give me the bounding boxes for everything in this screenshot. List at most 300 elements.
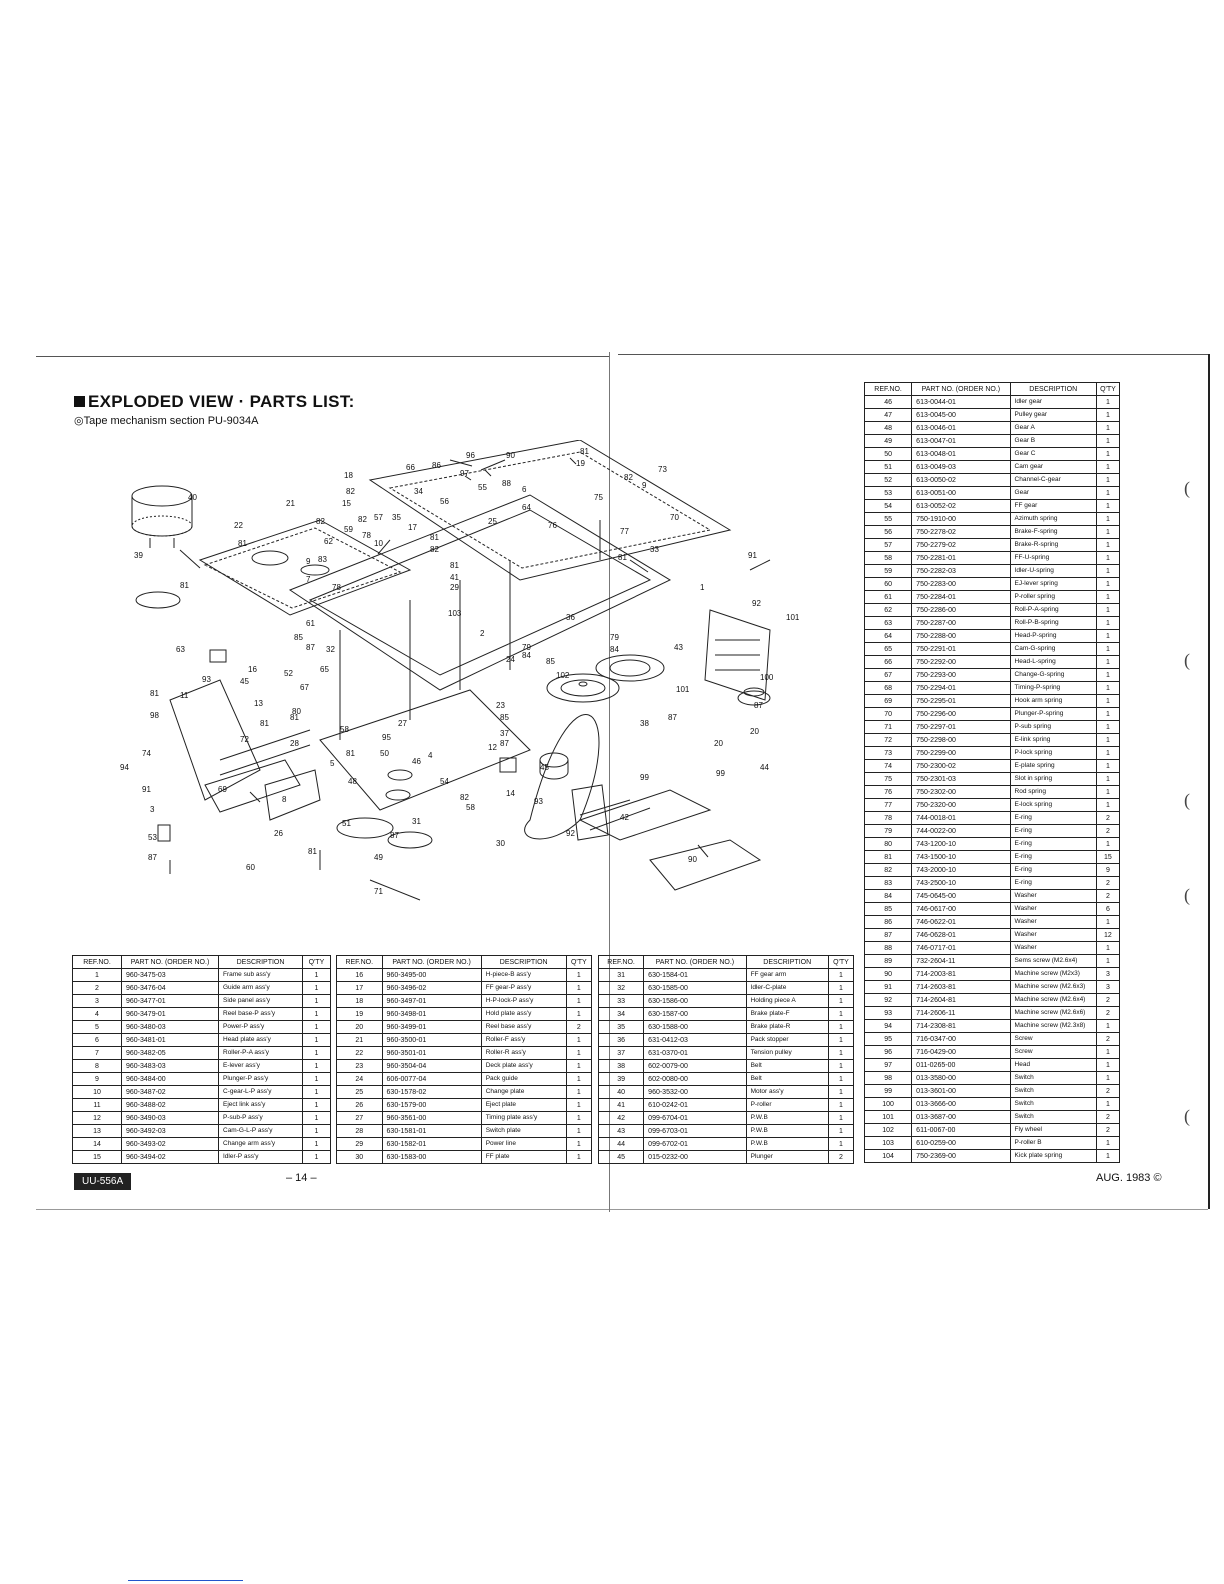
ref-cell: 82 xyxy=(865,864,912,877)
ref-cell: 7 xyxy=(73,1047,122,1060)
qty-cell: 1 xyxy=(828,1008,853,1021)
ref-cell: 78 xyxy=(865,812,912,825)
part-no-cell: 630-1584-01 xyxy=(644,969,746,982)
svg-text:67: 67 xyxy=(300,683,309,692)
qty-cell: 1 xyxy=(1096,799,1119,812)
description-cell: Plunger-P-spring xyxy=(1010,708,1096,721)
ref-cell: 93 xyxy=(865,1007,912,1020)
ref-cell: 33 xyxy=(599,995,644,1008)
ref-cell: 100 xyxy=(865,1098,912,1111)
table-row xyxy=(865,773,1120,786)
qty-cell: 1 xyxy=(1096,708,1119,721)
ref-cell: 71 xyxy=(865,721,912,734)
qty-cell: 1 xyxy=(828,1021,853,1034)
column-header-description: DESCRIPTION xyxy=(1010,383,1096,396)
description-cell: Belt xyxy=(746,1060,828,1073)
svg-text:6: 6 xyxy=(522,485,527,494)
svg-text:81: 81 xyxy=(290,713,299,722)
part-no-cell: 750-2294-01 xyxy=(912,682,1010,695)
description-cell: Motor ass'y xyxy=(746,1086,828,1099)
ref-cell: 35 xyxy=(599,1021,644,1034)
description-cell: Idler-C-plate xyxy=(746,982,828,995)
description-cell: Brake plate-R xyxy=(746,1021,828,1034)
part-no-cell: 750-2296-00 xyxy=(912,708,1010,721)
qty-cell: 2 xyxy=(828,1151,853,1164)
ref-cell: 29 xyxy=(337,1138,383,1151)
table-row xyxy=(865,526,1120,539)
svg-text:92: 92 xyxy=(566,829,575,838)
svg-text:74: 74 xyxy=(142,749,151,758)
svg-text:91: 91 xyxy=(142,785,151,794)
part-no-cell: 960-3495-00 xyxy=(382,969,481,982)
ref-cell: 4 xyxy=(73,1008,122,1021)
table-row xyxy=(865,643,1120,656)
svg-text:85: 85 xyxy=(294,633,303,642)
description-cell: E-ring xyxy=(1010,864,1096,877)
table-row xyxy=(865,1150,1120,1163)
table-row xyxy=(599,1138,854,1151)
description-cell: FF gear xyxy=(1010,500,1096,513)
qty-cell: 1 xyxy=(828,1125,853,1138)
description-cell: Cam-G-L-P ass'y xyxy=(219,1125,303,1138)
svg-text:2: 2 xyxy=(480,629,485,638)
qty-cell: 12 xyxy=(1096,929,1119,942)
part-no-cell: 960-3532-00 xyxy=(644,1086,746,1099)
part-no-cell: 960-3501-01 xyxy=(382,1047,481,1060)
binding-mark: ( xyxy=(1184,885,1190,905)
part-no-cell: 602-0080-00 xyxy=(644,1073,746,1086)
table-row xyxy=(865,565,1120,578)
ref-cell: 72 xyxy=(865,734,912,747)
svg-text:40: 40 xyxy=(188,493,197,502)
table-row xyxy=(865,838,1120,851)
part-no-cell: 746-0628-01 xyxy=(912,929,1010,942)
svg-text:37: 37 xyxy=(500,729,509,738)
description-cell: Head-P-spring xyxy=(1010,630,1096,643)
ref-cell: 53 xyxy=(865,487,912,500)
description-cell: Washer xyxy=(1010,942,1096,955)
qty-cell: 3 xyxy=(1096,981,1119,994)
table-row xyxy=(865,695,1120,708)
table-row xyxy=(599,1125,854,1138)
qty-cell: 1 xyxy=(566,1034,591,1047)
part-no-cell: 750-2279-02 xyxy=(912,539,1010,552)
qty-cell: 2 xyxy=(566,1021,591,1034)
qty-cell: 1 xyxy=(1096,1137,1119,1150)
svg-text:99: 99 xyxy=(640,773,649,782)
qty-cell: 1 xyxy=(303,1073,331,1086)
svg-text:42: 42 xyxy=(620,813,629,822)
part-no-cell: 746-0617-00 xyxy=(912,903,1010,916)
ref-cell: 91 xyxy=(865,981,912,994)
svg-text:96: 96 xyxy=(466,451,475,460)
svg-text:28: 28 xyxy=(290,739,299,748)
description-cell: FF plate xyxy=(481,1151,566,1164)
ref-cell: 51 xyxy=(865,461,912,474)
part-no-cell: 960-3484-00 xyxy=(122,1073,219,1086)
ref-cell: 25 xyxy=(337,1086,383,1099)
qty-cell: 1 xyxy=(1096,721,1119,734)
description-cell: E-ring xyxy=(1010,877,1096,890)
description-cell: Switch xyxy=(1010,1111,1096,1124)
svg-text:103: 103 xyxy=(448,609,462,618)
table-row xyxy=(865,448,1120,461)
table-row xyxy=(337,1151,592,1164)
part-no-cell: 750-2295-01 xyxy=(912,695,1010,708)
description-cell: H-piece-B ass'y xyxy=(481,969,566,982)
svg-text:36: 36 xyxy=(566,613,575,622)
svg-text:78: 78 xyxy=(332,583,341,592)
description-cell: Washer xyxy=(1010,903,1096,916)
section-subtitle: ◎Tape mechanism section PU-9034A xyxy=(74,415,259,427)
description-cell: Switch xyxy=(1010,1085,1096,1098)
ref-cell: 59 xyxy=(865,565,912,578)
parts-table-4 xyxy=(864,382,1120,1163)
table-row xyxy=(865,669,1120,682)
description-cell: Screw xyxy=(1010,1046,1096,1059)
part-no-cell: 960-3490-03 xyxy=(122,1112,219,1125)
table-row xyxy=(865,409,1120,422)
ref-cell: 42 xyxy=(599,1112,644,1125)
qty-cell: 2 xyxy=(1096,1111,1119,1124)
description-cell: Slot in spring xyxy=(1010,773,1096,786)
ref-cell: 8 xyxy=(73,1060,122,1073)
table-row xyxy=(73,1125,331,1138)
description-cell: FF gear-P ass'y xyxy=(481,982,566,995)
qty-cell: 1 xyxy=(1096,682,1119,695)
qty-cell: 6 xyxy=(1096,903,1119,916)
model-badge: UU-556A xyxy=(74,1173,131,1190)
svg-text:79: 79 xyxy=(610,633,619,642)
ref-cell: 73 xyxy=(865,747,912,760)
part-no-cell: 630-1587-00 xyxy=(644,1008,746,1021)
table-row xyxy=(865,799,1120,812)
part-no-cell: 750-2291-01 xyxy=(912,643,1010,656)
qty-cell: 1 xyxy=(1096,916,1119,929)
table-row xyxy=(865,500,1120,513)
svg-text:71: 71 xyxy=(374,887,383,896)
qty-cell: 1 xyxy=(828,982,853,995)
part-no-cell: 630-1585-00 xyxy=(644,982,746,995)
qty-cell: 1 xyxy=(1096,1020,1119,1033)
svg-text:97: 97 xyxy=(460,469,469,478)
ref-cell: 44 xyxy=(599,1138,644,1151)
table-row xyxy=(865,422,1120,435)
svg-text:15: 15 xyxy=(342,499,351,508)
svg-text:27: 27 xyxy=(398,719,407,728)
description-cell: P-roller B xyxy=(1010,1137,1096,1150)
qty-cell: 2 xyxy=(1096,1033,1119,1046)
qty-cell: 2 xyxy=(1096,877,1119,890)
ref-cell: 68 xyxy=(865,682,912,695)
description-cell: Idler-U-spring xyxy=(1010,565,1096,578)
svg-text:24: 24 xyxy=(506,655,515,664)
ref-cell: 13 xyxy=(73,1125,122,1138)
description-cell: Sems screw (M2.6x4) xyxy=(1010,955,1096,968)
part-no-cell: 960-3477-01 xyxy=(122,995,219,1008)
qty-cell: 1 xyxy=(1096,435,1119,448)
ref-cell: 9 xyxy=(73,1073,122,1086)
description-cell: Brake-R-spring xyxy=(1010,539,1096,552)
svg-text:76: 76 xyxy=(548,521,557,530)
svg-text:30: 30 xyxy=(496,839,505,848)
svg-text:81: 81 xyxy=(618,553,627,562)
table-row xyxy=(73,1047,331,1060)
description-cell: Switch xyxy=(1010,1098,1096,1111)
description-cell: P-roller spring xyxy=(1010,591,1096,604)
ref-cell: 75 xyxy=(865,773,912,786)
ref-cell: 60 xyxy=(865,578,912,591)
svg-text:35: 35 xyxy=(392,513,401,522)
qty-cell: 2 xyxy=(1096,1007,1119,1020)
ref-cell: 86 xyxy=(865,916,912,929)
qty-cell: 1 xyxy=(1096,552,1119,565)
ref-cell: 55 xyxy=(865,513,912,526)
part-no-cell: 613-0048-01 xyxy=(912,448,1010,461)
table-row xyxy=(865,890,1120,903)
part-no-cell: 732-2604-11 xyxy=(912,955,1010,968)
ref-cell: 27 xyxy=(337,1112,383,1125)
description-cell: Machine screw (M2.6x4) xyxy=(1010,994,1096,1007)
table-row xyxy=(337,1008,592,1021)
qty-cell: 1 xyxy=(1096,773,1119,786)
column-header-ref: REF.NO. xyxy=(337,956,383,969)
part-no-cell: 630-1588-00 xyxy=(644,1021,746,1034)
table-row xyxy=(865,682,1120,695)
part-no-cell: 613-0044-01 xyxy=(912,396,1010,409)
part-no-cell: 960-3476-04 xyxy=(122,982,219,995)
qty-cell: 1 xyxy=(828,1086,853,1099)
description-cell: P-sub spring xyxy=(1010,721,1096,734)
table-row xyxy=(865,994,1120,1007)
description-cell: Gear A xyxy=(1010,422,1096,435)
svg-text:19: 19 xyxy=(576,459,585,468)
description-cell: E-ring xyxy=(1010,825,1096,838)
table-row xyxy=(337,969,592,982)
description-cell: FF-U-spring xyxy=(1010,552,1096,565)
svg-text:9: 9 xyxy=(642,481,647,490)
binding-mark: ( xyxy=(1184,478,1190,498)
ref-cell: 96 xyxy=(865,1046,912,1059)
part-no-cell: 960-3492-03 xyxy=(122,1125,219,1138)
svg-text:65: 65 xyxy=(320,665,329,674)
description-cell: E-ring xyxy=(1010,838,1096,851)
svg-text:43: 43 xyxy=(674,643,683,652)
table-row xyxy=(865,591,1120,604)
table-row xyxy=(865,1007,1120,1020)
svg-text:16: 16 xyxy=(248,665,257,674)
ref-cell: 31 xyxy=(599,969,644,982)
description-cell: Brake-F-spring xyxy=(1010,526,1096,539)
table-row xyxy=(337,982,592,995)
ref-cell: 89 xyxy=(865,955,912,968)
qty-cell: 1 xyxy=(1096,734,1119,747)
svg-text:57: 57 xyxy=(374,513,383,522)
qty-cell: 1 xyxy=(303,1008,331,1021)
svg-text:91: 91 xyxy=(748,551,757,560)
qty-cell: 1 xyxy=(1096,500,1119,513)
svg-text:77: 77 xyxy=(620,527,629,536)
qty-cell: 1 xyxy=(303,969,331,982)
table-row xyxy=(865,981,1120,994)
parts-table-1 xyxy=(72,955,331,1164)
description-cell: Kick plate spring xyxy=(1010,1150,1096,1163)
table-row xyxy=(73,995,331,1008)
part-no-cell: 960-3480-03 xyxy=(122,1021,219,1034)
table-row xyxy=(865,656,1120,669)
part-no-cell: 743-2500-10 xyxy=(912,877,1010,890)
qty-cell: 15 xyxy=(1096,851,1119,864)
ref-cell: 58 xyxy=(865,552,912,565)
exploded-view-diagram xyxy=(110,440,800,950)
description-cell: Gear B xyxy=(1010,435,1096,448)
table-row xyxy=(865,435,1120,448)
description-cell: E-lock spring xyxy=(1010,799,1096,812)
table-row xyxy=(865,487,1120,500)
column-header-description: DESCRIPTION xyxy=(746,956,828,969)
description-cell: Change arm ass'y xyxy=(219,1138,303,1151)
ref-cell: 69 xyxy=(865,695,912,708)
ref-cell: 34 xyxy=(599,1008,644,1021)
ref-cell: 83 xyxy=(865,877,912,890)
part-no-cell: 630-1579-00 xyxy=(382,1099,481,1112)
table-row xyxy=(73,1073,331,1086)
part-no-cell: 960-3488-02 xyxy=(122,1099,219,1112)
qty-cell: 1 xyxy=(303,1060,331,1073)
svg-text:33: 33 xyxy=(650,545,659,554)
table-row xyxy=(73,982,331,995)
description-cell: Power-P ass'y xyxy=(219,1021,303,1034)
table-header-row xyxy=(73,956,331,969)
qty-cell: 1 xyxy=(566,982,591,995)
part-no-cell: 743-2000-10 xyxy=(912,864,1010,877)
table-row xyxy=(337,1060,592,1073)
table-row xyxy=(337,1086,592,1099)
qty-cell: 1 xyxy=(828,1034,853,1047)
ref-cell: 50 xyxy=(865,448,912,461)
svg-text:82: 82 xyxy=(346,487,355,496)
svg-text:61: 61 xyxy=(306,619,315,628)
part-no-cell: 960-3475-03 xyxy=(122,969,219,982)
qty-cell: 1 xyxy=(303,1021,331,1034)
ref-cell: 36 xyxy=(599,1034,644,1047)
ref-cell: 99 xyxy=(865,1085,912,1098)
qty-cell: 1 xyxy=(828,1138,853,1151)
part-no-cell: 610-0259-00 xyxy=(912,1137,1010,1150)
part-no-cell: 750-2297-01 xyxy=(912,721,1010,734)
column-header-ref: REF.NO. xyxy=(599,956,644,969)
part-no-cell: 743-1500-10 xyxy=(912,851,1010,864)
description-cell: Brake plate-F xyxy=(746,1008,828,1021)
svg-text:87: 87 xyxy=(668,713,677,722)
ref-cell: 38 xyxy=(599,1060,644,1073)
table-row xyxy=(865,1033,1120,1046)
description-cell: Power line xyxy=(481,1138,566,1151)
qty-cell: 1 xyxy=(1096,565,1119,578)
table-row xyxy=(337,1073,592,1086)
table-row xyxy=(73,1112,331,1125)
qty-cell: 1 xyxy=(1096,578,1119,591)
ref-cell: 30 xyxy=(337,1151,383,1164)
svg-text:100: 100 xyxy=(760,673,774,682)
column-header-description: DESCRIPTION xyxy=(219,956,303,969)
table-row xyxy=(865,617,1120,630)
ref-cell: 26 xyxy=(337,1099,383,1112)
part-no-cell: 750-2287-00 xyxy=(912,617,1010,630)
table-row xyxy=(73,1138,331,1151)
table-row xyxy=(865,864,1120,877)
qty-cell: 1 xyxy=(1096,1059,1119,1072)
svg-text:29: 29 xyxy=(450,583,459,592)
qty-cell: 1 xyxy=(566,969,591,982)
description-cell: Idler gear xyxy=(1010,396,1096,409)
svg-text:73: 73 xyxy=(658,465,667,474)
column-header-part-no: PART NO. (ORDER NO.) xyxy=(382,956,481,969)
part-no-cell: 745-0645-00 xyxy=(912,890,1010,903)
table-row xyxy=(73,1034,331,1047)
description-cell: Tension pulley xyxy=(746,1047,828,1060)
svg-text:82: 82 xyxy=(624,473,633,482)
ref-cell: 85 xyxy=(865,903,912,916)
description-cell: Gear C xyxy=(1010,448,1096,461)
part-no-cell: 013-3666-00 xyxy=(912,1098,1010,1111)
part-no-cell: 013-3687-00 xyxy=(912,1111,1010,1124)
table-row xyxy=(599,1099,854,1112)
description-cell: FF gear arm xyxy=(746,969,828,982)
qty-cell: 2 xyxy=(1096,825,1119,838)
description-cell: Roll-P-A-spring xyxy=(1010,604,1096,617)
svg-text:50: 50 xyxy=(380,749,389,758)
table-row xyxy=(865,396,1120,409)
ref-cell: 70 xyxy=(865,708,912,721)
qty-cell: 1 xyxy=(1096,513,1119,526)
ref-cell: 90 xyxy=(865,968,912,981)
description-cell: Reel base-P ass'y xyxy=(219,1008,303,1021)
ref-cell: 77 xyxy=(865,799,912,812)
description-cell: Guide arm ass'y xyxy=(219,982,303,995)
svg-text:17: 17 xyxy=(408,523,417,532)
description-cell: EJ-lever spring xyxy=(1010,578,1096,591)
qty-cell: 1 xyxy=(1096,422,1119,435)
ref-cell: 32 xyxy=(599,982,644,995)
part-no-cell: 606-0077-04 xyxy=(382,1073,481,1086)
part-no-cell: 015-0232-00 xyxy=(644,1151,746,1164)
table-row xyxy=(865,1046,1120,1059)
table-row xyxy=(865,825,1120,838)
qty-cell: 1 xyxy=(828,995,853,1008)
description-cell: Washer xyxy=(1010,890,1096,903)
part-no-cell: 613-0047-01 xyxy=(912,435,1010,448)
svg-text:84: 84 xyxy=(522,651,531,660)
qty-cell: 9 xyxy=(1096,864,1119,877)
table-row xyxy=(865,734,1120,747)
description-cell: Head-L-spring xyxy=(1010,656,1096,669)
table-row xyxy=(599,969,854,982)
ref-cell: 43 xyxy=(599,1125,644,1138)
description-cell: P-lock spring xyxy=(1010,747,1096,760)
ref-cell: 81 xyxy=(865,851,912,864)
binding-mark: ( xyxy=(1184,650,1190,670)
description-cell: Pulley gear xyxy=(1010,409,1096,422)
part-no-cell: 714-2603-81 xyxy=(912,981,1010,994)
part-no-cell: 750-1910-00 xyxy=(912,513,1010,526)
ref-cell: 15 xyxy=(73,1151,122,1164)
ref-cell: 21 xyxy=(337,1034,383,1047)
svg-text:81: 81 xyxy=(260,719,269,728)
svg-text:79: 79 xyxy=(522,643,531,652)
column-header-part-no: PART NO. (ORDER NO.) xyxy=(912,383,1010,396)
table-row xyxy=(865,1085,1120,1098)
